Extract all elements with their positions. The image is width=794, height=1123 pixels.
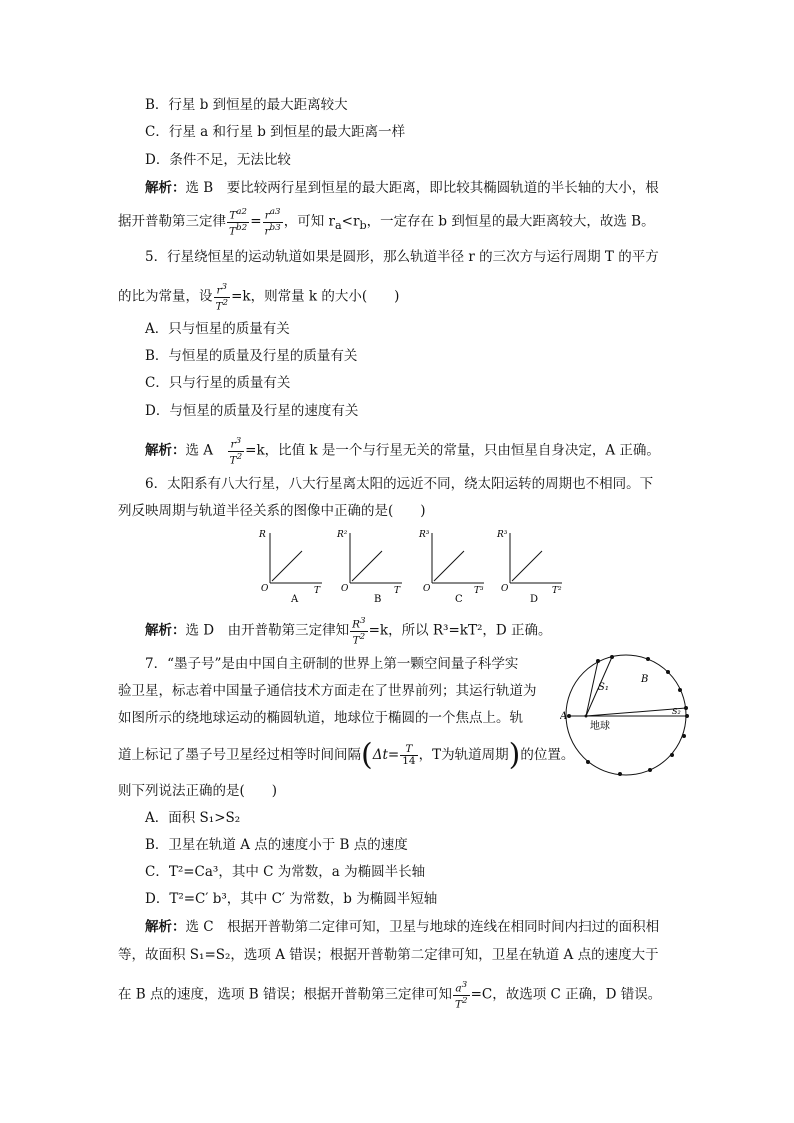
q5-option-d: D．与恒星的质量及行星的速度有关: [145, 403, 359, 419]
q7-option-b: B．卫星在轨道 A 点的速度小于 B 点的速度: [145, 837, 408, 853]
point-b-label: B: [641, 674, 649, 685]
solution-label: 解析：: [145, 180, 186, 196]
point-a-label: A: [560, 711, 568, 722]
svg-text:B: B: [374, 594, 382, 605]
orbit-diagram: [560, 652, 695, 782]
svg-text:T: T: [314, 586, 321, 596]
svg-text:C: C: [455, 594, 463, 605]
q5-solution: 解析：选 A $\frac{r^3}{T^2}$ =k，比值 k 是一个与行星无关的常量，只由恒星自身决定，A 正确。: [145, 436, 660, 466]
q6-solution: 解析：选 D 由开普勒第三定律知 $\frac{R^3}{T^2}$ =k，所以 R³=kT²，D 正确。: [145, 616, 552, 646]
svg-text:O: O: [423, 584, 431, 594]
q7-option-d: D．T²=C′ b³，其中 C′ 为常数，b 为椭圆半短轴: [145, 891, 438, 907]
svg-text:T³: T³: [474, 586, 484, 596]
q7-stem-line2: 验卫星，标志着中国量子通信技术方面走在了世界前列；其运行轨道为: [118, 683, 537, 699]
q7-solution-line2: 等，故面积 S₁=S₂，选项 A 错误；根据开普勒第二定律可知，卫星在轨道 A 点的速度大于: [118, 947, 659, 963]
svg-text:R³: R³: [497, 530, 508, 540]
q4-solution-line2: 据开普勒第三定律 $\frac{T^{a2}}{T^{b2}}$ = $\frac{r^{a3}}{r^{b3}}$ ，可知 $r_a<r_b$，一定存在 b 到恒星的最大距离较大，故选 B。: [118, 207, 655, 237]
q4-option-b: B．行星 b 到恒星的最大距离较大: [145, 97, 348, 113]
q4-solution-line1: 解析：选 B 要比较两行星到恒星的最大距离，即比较其椭圆轨道的半长轴的大小，根: [145, 180, 659, 196]
earth-label: 地球: [590, 721, 610, 732]
svg-text:D: D: [530, 594, 539, 605]
q4-option-d: D．条件不足，无法比较: [145, 152, 291, 168]
q7-stem-line3: 如图所示的绕地球运动的椭圆轨道，地球位于椭圆的一个焦点上。轨: [118, 710, 523, 726]
graph-label: A: [291, 594, 299, 605]
q6-graphs: [250, 525, 570, 605]
q5-stem-line1: 5．行星绕恒星的运动轨道如果是圆形，那么轨道半径 r 的三次方与运行周期 T 的平方: [145, 249, 659, 265]
svg-text:T: T: [394, 586, 401, 596]
q7-solution-line1: 解析：选 C 根据开普勒第二定律可知，卫星与地球的连线在相同时间内扫过的面积相: [145, 919, 660, 935]
q5-option-a: A．只与恒星的质量有关: [145, 321, 290, 337]
q7-stem-line1: 7．“墨子号”是由中国自主研制的世界上第一颗空间量子科学实: [145, 656, 519, 672]
svg-text:R²: R²: [337, 530, 348, 540]
q5-stem-line2: 的比为常量，设 $\frac{r^3}{T^2}$ =k，则常量 k 的大小( ): [118, 282, 400, 312]
q7-option-c: C．T²=Ca³，其中 C 为常数，a 为椭圆半长轴: [145, 864, 426, 880]
graph-c: [418, 530, 484, 605]
fraction: $\frac{r^{a3}}{r^{b3}}$: [264, 207, 281, 237]
q7-stem-line4: 道上标记了墨子号卫星经过相等时间间隔(Δt= $\frac{T}{14}$ ，T为轨道周期)的位置。: [118, 737, 575, 773]
q7-solution-line3: 在 B 点的速度，选项 B 错误；根据开普勒第三定律可知 $\frac{a^3}{T^2}$ =C，故选项 C 正确，D 错误。: [118, 980, 662, 1010]
area-s2-label: S₂: [672, 707, 681, 716]
q5-option-b: B．与恒星的质量及行星的质量有关: [145, 348, 358, 364]
graph-d: [496, 530, 562, 605]
fraction: $\frac{T}{14}$: [402, 743, 416, 767]
svg-text:O: O: [341, 584, 349, 594]
fraction: $\frac{a^3}{T^2}$: [455, 980, 468, 1010]
area-s1-label: S₁: [598, 682, 609, 693]
fraction: $\frac{r^3}{T^2}$: [229, 436, 243, 466]
fraction: $\frac{T^{a2}}{T^{b2}}$: [229, 207, 248, 237]
q4-option-c: C．行星 a 和行星 b 到恒星的最大距离一样: [145, 124, 406, 140]
graph-y-label: R: [259, 530, 266, 540]
q5-option-c: C．只与行星的质量有关: [145, 375, 291, 391]
q7-stem-line5: 则下列说法正确的是( ): [118, 783, 278, 799]
graph-b: [336, 530, 402, 605]
fraction: $\frac{R^3}{T^2}$: [352, 616, 366, 646]
q6-stem-line2: 列反映周期与轨道半径关系的图像中正确的是( ): [118, 503, 426, 519]
svg-text:R³: R³: [419, 530, 430, 540]
q6-stem-line1: 6．太阳系有八大行星，八大行星离太阳的远近不同，绕太阳运转的周期也不相同。下: [145, 476, 654, 492]
svg-text:O: O: [261, 584, 269, 594]
svg-text:T²: T²: [552, 586, 562, 596]
svg-text:O: O: [501, 584, 509, 594]
graph-a: [258, 530, 322, 605]
q7-option-a: A．面积 S₁>S₂: [145, 810, 241, 826]
fraction: $\frac{r^3}{T^2}$: [215, 282, 229, 312]
